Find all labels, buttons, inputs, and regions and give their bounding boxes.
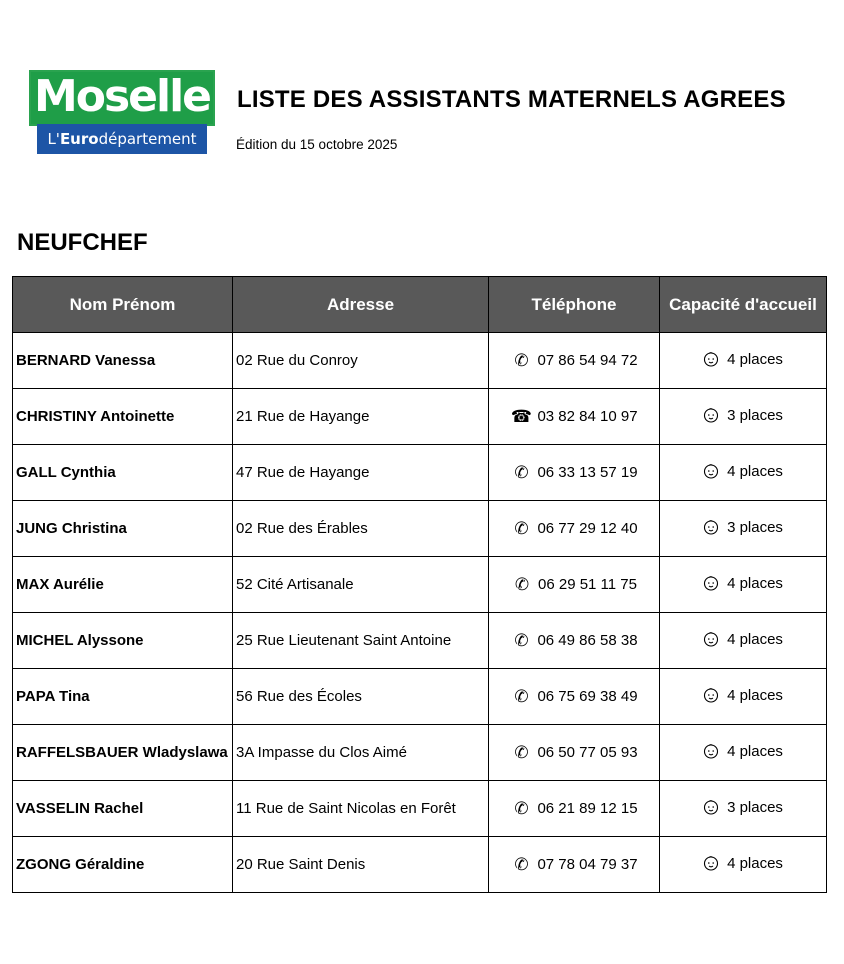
logo-wordmark: Moselle [33, 71, 211, 122]
assistant-capacity-cell [660, 837, 827, 893]
capacity-value: 3 places [727, 518, 783, 536]
assistant-name: GALL Cynthia [13, 445, 233, 501]
logo-tagline [37, 128, 207, 150]
phone-number[interactable]: 06 33 13 57 19 [537, 463, 638, 481]
assistants-table [12, 276, 827, 893]
table-row [13, 501, 827, 557]
phone-number[interactable]: 07 78 04 79 37 [537, 855, 638, 873]
capacity-value: 4 places [727, 350, 783, 368]
baby-icon [703, 519, 719, 539]
baby-icon [703, 687, 719, 707]
baby-icon [703, 407, 719, 427]
mobile-phone-icon: ✆ [514, 854, 529, 875]
assistant-capacity-cell [660, 501, 827, 557]
capacity-value: 4 places [727, 742, 783, 760]
phone-number[interactable]: 06 75 69 38 49 [537, 687, 638, 705]
table-row [13, 613, 827, 669]
assistant-name: BERNARD Vanessa [13, 333, 233, 389]
phone-number[interactable]: 03 82 84 10 97 [537, 407, 638, 425]
logo-tagline-prefix: L' [47, 130, 60, 148]
assistant-capacity-cell [660, 781, 827, 837]
table-row [13, 333, 827, 389]
assistant-name: ZGONG Géraldine [13, 837, 233, 893]
assistant-capacity-cell [660, 669, 827, 725]
assistant-phone-cell [489, 333, 660, 389]
assistant-capacity-cell [660, 389, 827, 445]
assistant-address: 47 Rue de Hayange [233, 445, 489, 501]
assistant-address: 3A Impasse du Clos Aimé [233, 725, 489, 781]
phone-number[interactable]: 06 50 77 05 93 [537, 743, 638, 761]
assistant-capacity-cell [660, 557, 827, 613]
mobile-phone-icon: ✆ [514, 462, 529, 483]
capacity-value: 4 places [727, 686, 783, 704]
assistant-capacity-cell [660, 613, 827, 669]
assistant-address: 20 Rue Saint Denis [233, 837, 489, 893]
moselle-logo [29, 70, 215, 155]
assistant-phone-cell [489, 501, 660, 557]
assistant-phone-cell [489, 725, 660, 781]
baby-icon [703, 743, 719, 763]
document-title: LISTE DES ASSISTANTS MATERNELS AGREES [237, 86, 786, 113]
table-row [13, 669, 827, 725]
landline-phone-icon: ☎ [510, 406, 533, 427]
baby-icon [703, 799, 719, 819]
mobile-phone-icon: ✆ [514, 574, 530, 595]
table-row [13, 725, 827, 781]
assistant-capacity-cell [660, 445, 827, 501]
assistant-phone-cell [489, 557, 660, 613]
capacity-value: 4 places [727, 630, 783, 648]
capacity-value: 3 places [727, 798, 783, 816]
mobile-phone-icon: ✆ [514, 350, 529, 371]
assistant-address: 02 Rue des Érables [233, 501, 489, 557]
mobile-phone-icon: ✆ [514, 518, 529, 539]
assistant-capacity-cell [660, 333, 827, 389]
phone-number[interactable]: 06 49 86 58 38 [537, 631, 638, 649]
commune-heading: NEUFCHEF [17, 229, 148, 256]
mobile-phone-icon: ✆ [514, 686, 529, 707]
capacity-value: 4 places [727, 854, 783, 872]
mobile-phone-icon: ✆ [514, 630, 529, 651]
assistant-address: 21 Rue de Hayange [233, 389, 489, 445]
table-row [13, 781, 827, 837]
phone-number[interactable]: 06 29 51 11 75 [538, 575, 637, 593]
assistant-name: CHRISTINY Antoinette [13, 389, 233, 445]
capacity-value: 3 places [727, 406, 783, 424]
logo-tagline-bold: Euro [59, 130, 99, 148]
assistant-address: 11 Rue de Saint Nicolas en Forêt [233, 781, 489, 837]
mobile-phone-icon: ✆ [514, 742, 529, 763]
phone-number[interactable]: 06 21 89 12 15 [537, 799, 638, 817]
assistant-address: 25 Rue Lieutenant Saint Antoine [233, 613, 489, 669]
assistant-phone-cell [489, 613, 660, 669]
assistant-name: RAFFELSBAUER Wladyslawa [13, 725, 233, 781]
table-row [13, 557, 827, 613]
assistant-capacity-cell [660, 725, 827, 781]
assistant-phone-cell [489, 389, 660, 445]
table-row [13, 837, 827, 893]
assistant-address: 52 Cité Artisanale [233, 557, 489, 613]
assistant-phone-cell [489, 837, 660, 893]
header-phone: Téléphone [489, 277, 660, 333]
phone-number[interactable]: 07 86 54 94 72 [537, 351, 638, 369]
assistant-phone-cell [489, 781, 660, 837]
baby-icon [703, 463, 719, 483]
assistant-name: MICHEL Alyssone [13, 613, 233, 669]
header-name: Nom Prénom [13, 277, 233, 333]
mobile-phone-icon: ✆ [514, 798, 529, 819]
assistant-name: JUNG Christina [13, 501, 233, 557]
baby-icon [703, 575, 719, 595]
header-capacity: Capacité d'accueil [660, 277, 827, 333]
header-address: Adresse [233, 277, 489, 333]
baby-icon [703, 631, 719, 651]
assistant-name: MAX Aurélie [13, 557, 233, 613]
assistant-address: 56 Rue des Écoles [233, 669, 489, 725]
logo-tagline-suffix: département [98, 130, 197, 148]
baby-icon [703, 855, 719, 875]
capacity-value: 4 places [727, 462, 783, 480]
phone-number[interactable]: 06 77 29 12 40 [537, 519, 638, 537]
assistant-phone-cell [489, 669, 660, 725]
table-header-row [13, 277, 827, 333]
table-row [13, 445, 827, 501]
baby-icon [703, 351, 719, 371]
assistant-address: 02 Rue du Conroy [233, 333, 489, 389]
assistant-name: VASSELIN Rachel [13, 781, 233, 837]
table-row [13, 389, 827, 445]
assistant-name: PAPA Tina [13, 669, 233, 725]
edition-date: Édition du 15 octobre 2025 [236, 137, 398, 152]
assistant-phone-cell [489, 445, 660, 501]
capacity-value: 4 places [727, 574, 783, 592]
